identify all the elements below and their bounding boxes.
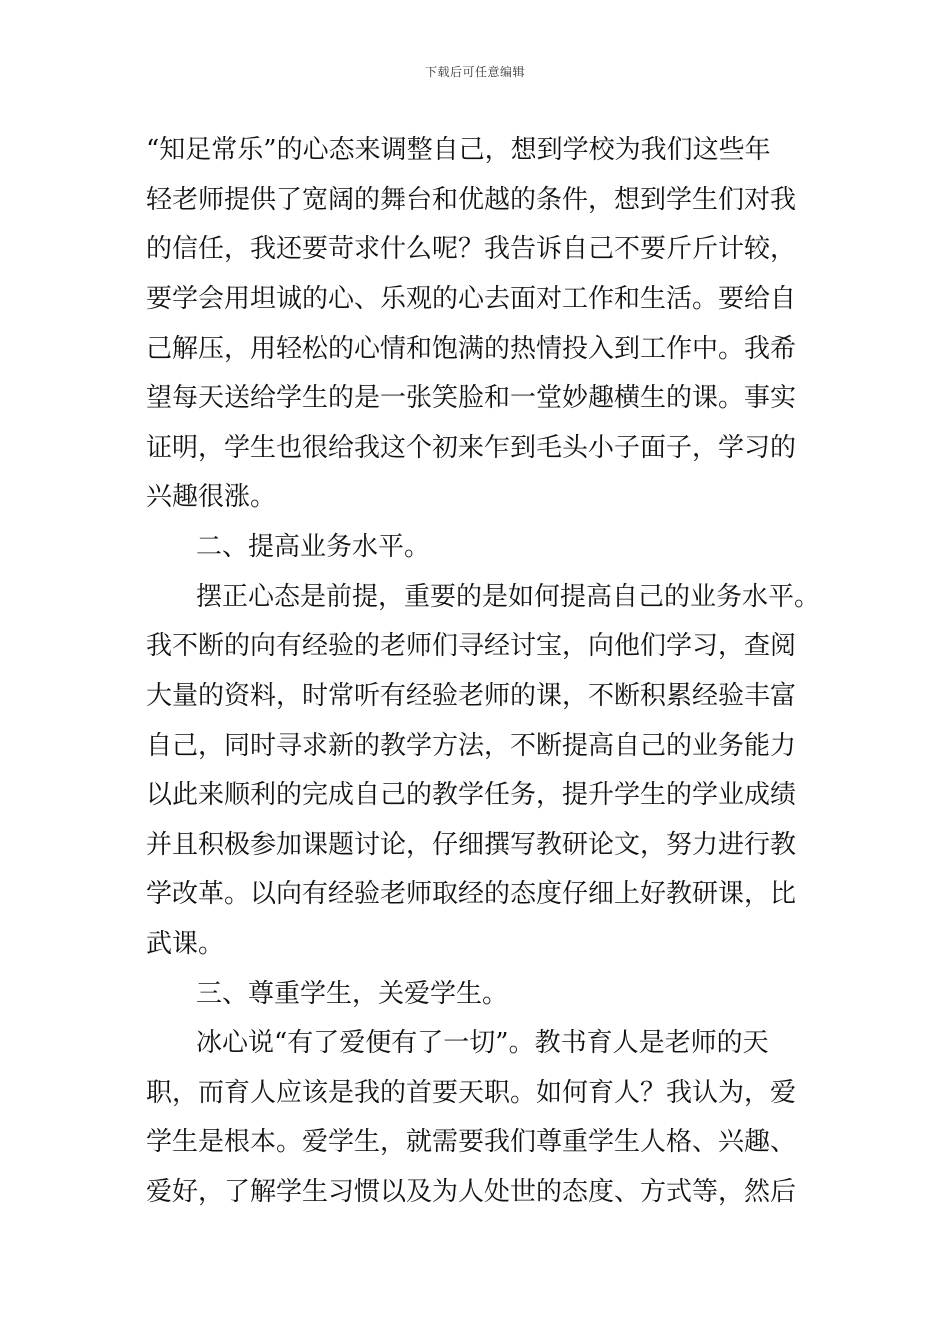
body-line: 己解压，用轻松的心情和饱满的热情投入到工作中。我希 (146, 334, 797, 364)
body-line: 望每天送给学生的是一张笑脸和一堂妙趣横生的课。事实 (146, 383, 797, 413)
body-line: 自己，同时寻求新的教学方法，不断提高自己的业务能力 (146, 731, 797, 761)
body-line: 职，而育人应该是我的首要天职。如何育人？我认为，爱 (146, 1078, 797, 1108)
body-line: 以此来顺利的完成自己的教学任务，提升学生的学业成绩 (146, 780, 797, 810)
body-line: 的信任，我还要苛求什么呢？我告诉自己不要斤斤计较， (146, 234, 797, 264)
body-line: 学改革。以向有经验老师取经的态度仔细上好教研课，比 (146, 879, 797, 909)
body-line: 武课。 (146, 929, 225, 959)
body-line: 要学会用坦诚的心、乐观的心去面对工作和生活。要给自 (146, 284, 797, 314)
section-heading: 三、尊重学生，关爱学生。 (196, 979, 509, 1009)
section-heading: 二、提高业务水平。 (196, 532, 431, 562)
body-line: 我不断的向有经验的老师们寻经讨宝，向他们学习，查阅 (146, 631, 797, 661)
body-line: 学生是根本。爱学生，就需要我们尊重学生人格、兴趣、 (146, 1127, 797, 1157)
body-line: 摆正心态是前提，重要的是如何提高自己的业务水平。 (196, 582, 821, 612)
body-line: “知足常乐”的心态来调整自己，想到学校为我们这些年 (146, 135, 771, 165)
body-line: 证明，学生也很给我这个初来乍到毛头小子面子，学习的 (146, 433, 797, 463)
page-header-note: 下载后可任意编辑 (424, 65, 525, 79)
body-line: 兴趣很涨。 (146, 482, 277, 512)
body-line: 并且积极参加课题讨论，仔细撰写教研论文，努力进行教 (146, 830, 797, 860)
body-line: 冰心说“有了爱便有了一切”。教书育人是老师的天 (196, 1028, 769, 1058)
body-line: 大量的资料，时常听有经验老师的课，不断积累经验丰富 (146, 681, 797, 711)
body-line: 轻老师提供了宽阔的舞台和优越的条件，想到学生们对我 (146, 185, 797, 215)
body-line: 爱好，了解学生习惯以及为人处世的态度、方式等，然后 (146, 1177, 797, 1207)
